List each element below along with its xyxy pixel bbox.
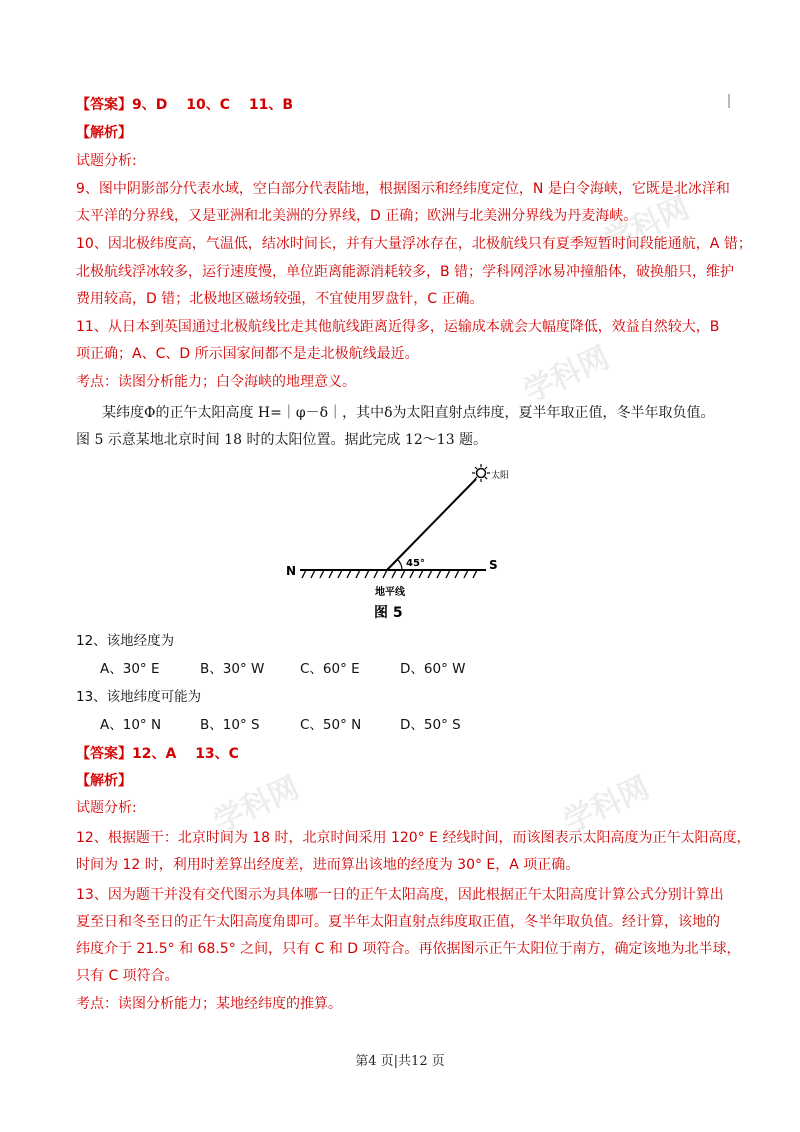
- answer-label: 【答案】: [76, 746, 132, 762]
- question-12-options: [100, 658, 500, 680]
- hatch-mark: [455, 570, 459, 578]
- answer-text: 9、D 10、C 11、B: [132, 97, 294, 113]
- question-stem-line: 图 5 示意某地北京时间 18 时的太阳位置。据此完成 12～13 题。: [76, 432, 488, 448]
- horizon-label: 地平线: [375, 587, 405, 598]
- hatch-mark: [365, 570, 369, 578]
- explanation-line: 12、根据题干：北京时间为 18 时，北京时间采用 120° E 经线时间，而该图表示太阳高度为正午太阳高度，: [76, 830, 751, 846]
- option-c: C、60° E: [300, 661, 360, 677]
- explanation-line: 时间为 12 时，利用时差算出经度差，进而算出该地的经度为 30° E，A 项正确。: [76, 857, 580, 873]
- hatch-mark: [464, 570, 468, 578]
- answer-block-1: [76, 94, 293, 116]
- answer-text: 12、A 13、C: [132, 746, 239, 762]
- hatch-mark: [437, 570, 441, 578]
- figure-caption: 图 5: [374, 605, 403, 621]
- analysis-label: 【解析】: [76, 773, 132, 789]
- explanation-line: 纬度介于 21.5° 和 68.5° 之间，只有 C 和 D 项符合。再依据图示正午太阳位于南方，确定该地为北半球，: [76, 941, 741, 957]
- question-13-options: [100, 714, 500, 736]
- explanation-line: 9、图中阴影部分代表水域，空白部分代表陆地，根据图示和经纬度定位，N 是白令海峡，它既是北冰洋和: [76, 181, 730, 197]
- hatch-mark: [374, 570, 378, 578]
- south-label: S: [489, 558, 498, 572]
- explanation-line: 北极航线浮冰较多，运行速度慢，单位距离能源消耗较多，B 错；学科网浮冰易冲撞船体，破换船只，维护: [76, 264, 735, 280]
- option-d: D、60° W: [400, 661, 466, 677]
- option-d: D、50° S: [400, 717, 461, 733]
- explanation-line: 费用较高，D 错；北极地区磁场较强，不宜使用罗盘针，C 正确。: [76, 291, 484, 307]
- explanation-line: 10、因北极纬度高，气温低，结冰时间长，并有大量浮冰存在，北极航线只有夏季短暂时间段能通航，A 错；: [76, 236, 752, 252]
- question-stem-line: 某纬度Φ的正午太阳高度 H=｜φ－δ｜，其中δ为太阳直射点纬度，夏半年取正值，冬半年取负值。: [102, 405, 715, 421]
- option-b: B、10° S: [200, 717, 260, 733]
- hatch-mark: [347, 570, 351, 578]
- hatch-mark: [356, 570, 360, 578]
- explanation-line: 夏至日和冬至日的正午太阳高度角即可。夏半年太阳直射点纬度取正值，冬半年取负值。经计算，该地的: [76, 914, 720, 930]
- sun-position-diagram: [276, 455, 510, 625]
- angle-label: 45°: [406, 558, 425, 569]
- option-c: C、50° N: [300, 717, 362, 733]
- option-a: A、30° E: [100, 661, 160, 677]
- hatch-mark: [410, 570, 414, 578]
- kaodian-2: 考点：读图分析能力；某地经纬度的推算。: [76, 996, 342, 1012]
- north-label: N: [286, 564, 297, 578]
- hatch-mark: [419, 570, 423, 578]
- watermark: 学科网: [518, 340, 615, 411]
- answer-block-2: [76, 743, 239, 765]
- figure-5: [276, 455, 510, 625]
- analysis-sub: 试题分析:: [76, 153, 137, 169]
- option-a: A、10° N: [100, 717, 162, 733]
- hatch-mark: [446, 570, 450, 578]
- analysis-sub: 试题分析:: [76, 800, 137, 816]
- hatch-mark: [311, 570, 315, 578]
- question-12-stem: 12、该地经度为: [76, 633, 175, 649]
- hatch-mark: [320, 570, 324, 578]
- answer-label: 【答案】: [76, 97, 132, 113]
- hatch-mark: [428, 570, 432, 578]
- question-13-stem: 13、该地纬度可能为: [76, 689, 202, 705]
- kaodian-1: 考点：读图分析能力；白令海峡的地理意义。: [76, 374, 356, 390]
- watermark: 学科网: [558, 770, 655, 841]
- hatch-mark: [329, 570, 333, 578]
- sun-label: 太阳: [491, 471, 510, 481]
- watermark: 学科网: [208, 770, 305, 841]
- hatch-mark: [383, 570, 387, 578]
- analysis-label: 【解析】: [76, 125, 132, 141]
- page-edge-mark: [728, 94, 730, 108]
- explanation-line: 项正确；A、C、D 所示国家间都不是走北极航线最近。: [76, 346, 419, 362]
- page-footer: 第4 页|共12 页: [355, 1054, 445, 1069]
- explanation-line: 太平洋的分界线，又是亚洲和北美洲的分界线，D 正确；欧洲与北美洲分界线为丹麦海峡。: [76, 208, 638, 224]
- watermark: 学科网: [598, 190, 695, 261]
- explanation-line: 11、从日本到英国通过北极航线比走其他航线距离近得多，运输成本就会大幅度降低，效益自然较大，B: [76, 319, 720, 335]
- option-b: B、30° W: [200, 661, 265, 677]
- sun-ray: [387, 479, 476, 570]
- angle-arc: [397, 559, 402, 570]
- explanation-line: 13、因为题干并没有交代图示为具体哪一日的正午太阳高度，因此根据正午太阳高度计算公式分别计算出: [76, 887, 724, 903]
- hatch-mark: [302, 570, 306, 578]
- hatch-mark: [392, 570, 396, 578]
- hatch-mark: [473, 570, 477, 578]
- hatch-mark: [338, 570, 342, 578]
- explanation-line: 只有 C 项符合。: [76, 968, 179, 984]
- ground-hatching: [302, 570, 477, 578]
- hatch-mark: [401, 570, 405, 578]
